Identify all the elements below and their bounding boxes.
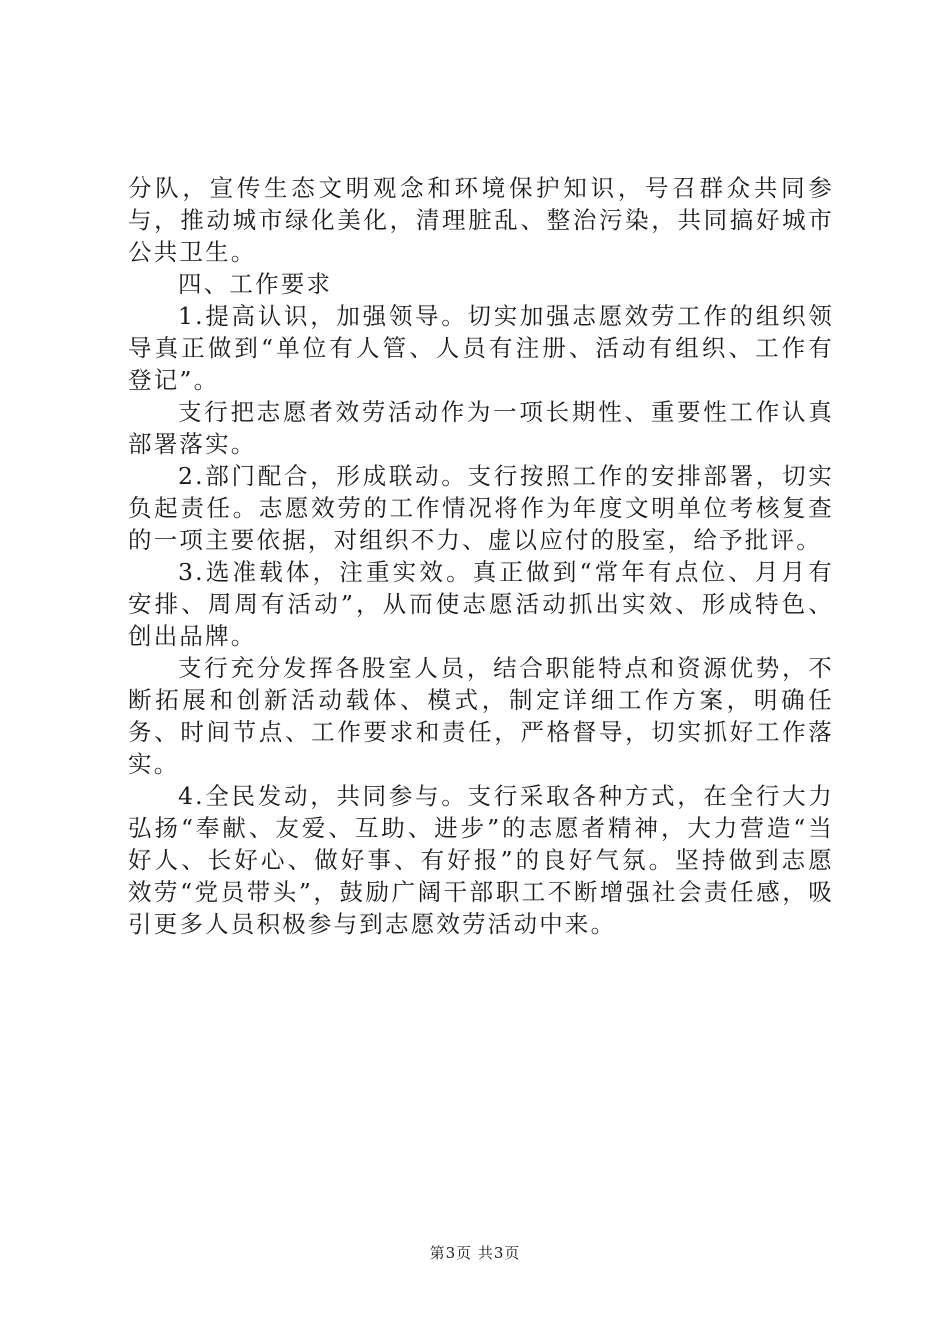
paragraph-continuation: 分队，宣传生态文明观念和环境保护知识，号召群众共同参与，推动城市绿化美化，清理脏乱、整治污染，共同搞好城市公共卫生。 xyxy=(128,174,834,266)
document-body xyxy=(128,172,834,940)
paragraph-item-3-detail: 支行充分发挥各股室人员，结合职能特点和资源优势，不断拓展和创新活动载体、模式，制定详细工作方案，明确任务、时间节点、工作要求和责任，严格督导，切实抓好工作落实。 xyxy=(128,654,834,778)
paragraph-item-1: 1.提高认识，加强领导。切实加强志愿效劳工作的组织领导真正做到“单位有人管、人员有注册、活动有组织、工作有登记”。 xyxy=(128,302,834,394)
paragraph-item-3: 3.选准载体，注重实效。真正做到“常年有点位、月月有安排、周周有活动”，从而使志愿活动抓出实效、形成特色、创出品牌。 xyxy=(128,558,834,650)
page-footer: 第3页 共3页 xyxy=(429,1244,521,1262)
paragraph-item-2: 2.部门配合，形成联动。支行按照工作的安排部署，切实负起责任。志愿效劳的工作情况将作为年度文明单位考核复查的一项主要依据，对组织不力、虚以应付的股室，给予批评。 xyxy=(128,462,834,554)
section-heading: 四、工作要求 xyxy=(178,270,333,298)
paragraph-item-1-detail: 支行把志愿者效劳活动作为一项长期性、重要性工作认真部署落实。 xyxy=(128,398,834,458)
paragraph-item-4: 4.全民发动，共同参与。支行采取各种方式，在全行大力弘扬“奉献、友爱、互助、进步”的志愿者精神，大力营造“当好人、长好心、做好事、有好报”的良好气氛。坚持做到志愿效劳“党员带头”，鼓励广阔干部职工不断增强社会责任感，吸引更多人员积极参与到志愿效劳活动中来。 xyxy=(128,782,834,938)
